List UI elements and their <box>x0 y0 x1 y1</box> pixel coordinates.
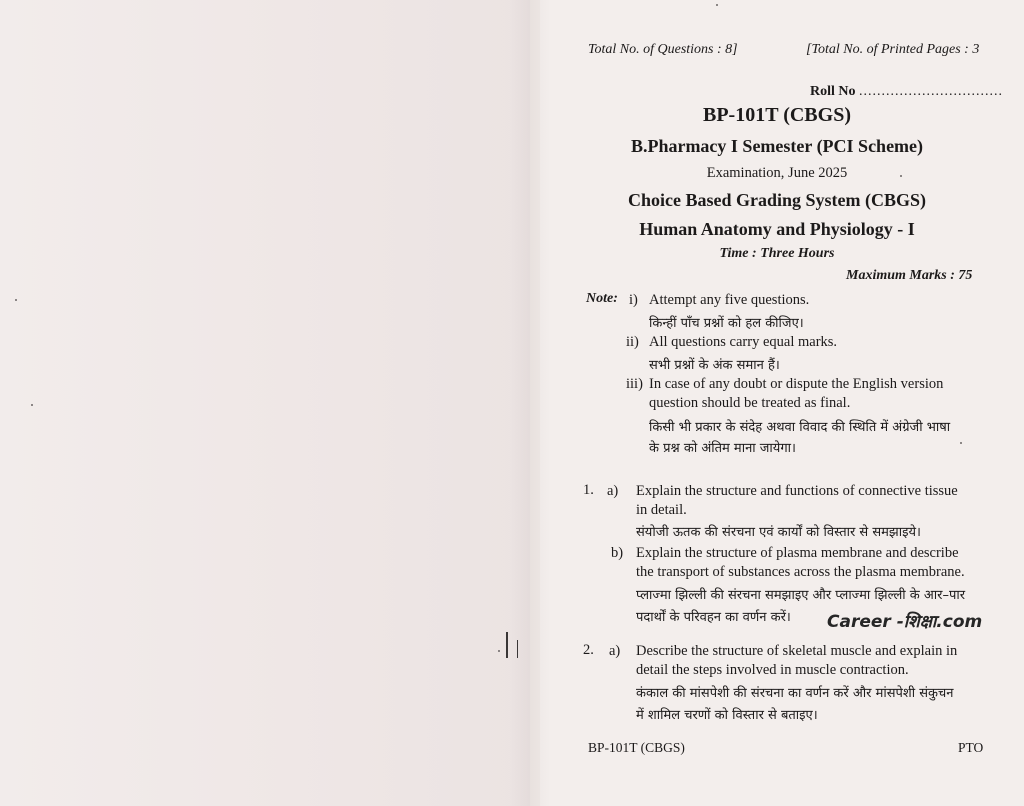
course-title: B.Pharmacy I Semester (PCI Scheme) <box>630 136 924 156</box>
question-text: in detail. <box>636 502 687 518</box>
scan-mark <box>517 640 518 658</box>
question-text-hi: पदार्थों के परिवहन का वर्णन करें। <box>636 610 791 625</box>
footer-pto: PTO <box>958 740 984 755</box>
note-item-num: ii) <box>626 334 639 350</box>
grading-system: Choice Based Grading System (CBGS) <box>627 190 926 210</box>
question-part-label: b) <box>611 545 624 561</box>
total-questions: Total No. of Questions : 8] <box>588 42 738 57</box>
scan-speck <box>900 175 902 177</box>
roll-no-label: Roll No <box>810 84 856 99</box>
subject-title: Human Anatomy and Physiology - I <box>639 219 915 239</box>
max-marks: Maximum Marks : 75 <box>846 268 973 283</box>
question-text: Explain the structure of plasma membrane and describe <box>636 545 959 561</box>
note-item-hi: सभी प्रश्नों के अंक समान हैं। <box>649 358 780 373</box>
question-text-hi: संयोजी ऊतक की संरचना एवं कार्यों को विस्तार से समझाइये। <box>636 525 921 540</box>
exam-session: Examination, June 2025 <box>706 165 848 181</box>
paper-code: BP-101T (CBGS) <box>703 104 851 126</box>
question-text: Describe the structure of skeletal muscle and explain in <box>636 643 958 659</box>
scan-speck <box>31 404 33 406</box>
scan-mark <box>506 632 508 658</box>
note-item-num: iii) <box>626 376 643 392</box>
scan-speck <box>15 299 17 301</box>
question-number: 2. <box>583 642 594 658</box>
note-item-en: In case of any doubt or dispute the English version <box>649 376 944 392</box>
website-watermark: Career -शिक्षा.com <box>827 612 983 632</box>
question-text-hi: प्लाज्मा झिल्ली की संरचना समझाइए और प्लाज्मा झिल्ली के आर–पार <box>636 588 966 603</box>
note-label: Note: <box>586 291 618 306</box>
question-text-hi: कंकाल की मांसपेशी की संरचना का वर्णन करें और मांसपेशी संकुचन <box>636 686 954 701</box>
total-pages: [Total No. of Printed Pages : 3 <box>806 42 980 57</box>
question-part-label: a) <box>607 483 619 499</box>
note-item-hi: किन्हीं पाँच प्रश्नों को हल कीजिए। <box>649 316 804 331</box>
note-item-en: question should be treated as final. <box>649 395 851 411</box>
question-text: Explain the structure and functions of connective tissue <box>636 483 958 499</box>
roll-no-field <box>810 84 1003 100</box>
note-item-en: All questions carry equal marks. <box>649 334 838 350</box>
footer-paper-code: BP-101T (CBGS) <box>588 740 685 755</box>
roll-no-dots: ................................ <box>859 84 1003 99</box>
scan-speck <box>716 4 718 6</box>
question-text: detail the steps involved in muscle contraction. <box>636 662 909 678</box>
question-text: the transport of substances across the plasma membrane. <box>636 564 965 580</box>
question-number: 1. <box>583 482 594 498</box>
note-item-hi: के प्रश्न को अंतिम माना जायेगा। <box>649 441 796 456</box>
question-part-label: a) <box>609 643 621 659</box>
scan-speck <box>960 442 962 444</box>
note-item-num: i) <box>629 292 638 308</box>
exam-time: Time : Three Hours <box>719 246 835 261</box>
scan-speck <box>498 650 500 652</box>
page-fold <box>510 0 550 806</box>
question-text-hi: में शामिल चरणों को विस्तार से बताइए। <box>636 708 818 723</box>
note-item-hi: किसी भी प्रकार के संदेह अथवा विवाद की स्थिति में अंग्रेजी भाषा <box>649 420 951 435</box>
note-item-en: Attempt any five questions. <box>649 292 810 308</box>
